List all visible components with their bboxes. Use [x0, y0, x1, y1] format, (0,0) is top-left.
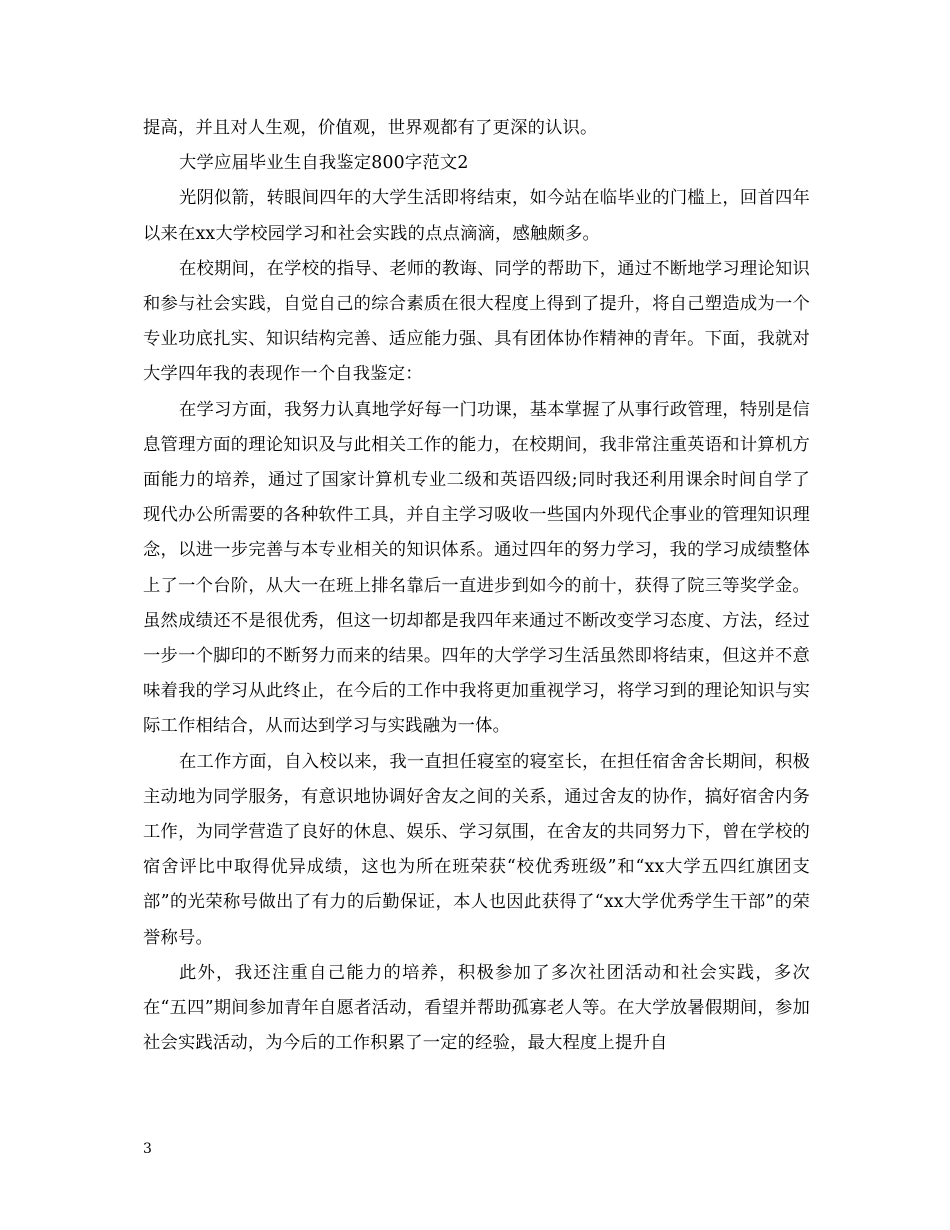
- paragraph-activities: 此外，我还注重自己能力的培养，积极参加了多次社团活动和社会实践，多次在“五四”期间参加青年自愿者活动，看望并帮助孤寡老人等。在大学放暑假期间，参加社会实践活动，为今后的工作积累了一定的经验，最大程度上提升自: [143, 962, 810, 1054]
- paragraph-intro: 光阴似箭，转眼间四年的大学生活即将结束，如今站在临毕业的门槛上，回首四年以来在xx大学校园学习和社会实践的点点滴滴，感触颇多。: [143, 188, 810, 244]
- section-heading: 大学应届毕业生自我鉴定800字范文2: [179, 153, 469, 174]
- document-body: [143, 111, 810, 1061]
- paragraph-work: 在工作方面，自入校以来，我一直担任寝室的寝室长，在担任宿舍舍长期间，积极主动地为同学服务，有意识地协调好舍友之间的关系，通过舍友的协作，搞好宿舍内务工作，为同学营造了良好的休息、娱乐、学习氛围，在舍友的共同努力下，曾在学校的宿舍评比中取得优异成绩，这也为所在班荣获“校优秀班级”和“xx大学五四红旗团支部”的光荣称号做出了有力的后勤保证，本人也因此获得了“xx大学优秀学生干部”的荣誉称号。: [143, 751, 810, 948]
- page-number: 3: [143, 1141, 152, 1157]
- paragraph-study: 在学习方面，我努力认真地学好每一门功课，基本掌握了从事行政管理，特别是信息管理方面的理论知识及与此相关工作的能力，在校期间，我非常注重英语和计算机方面能力的培养，通过了国家计算机专业二级和英语四级;同时我还利用课余时间自学了现代办公所需要的各种软件工具，并自主学习吸收一些国内外现代企事业的管理知识理念，以进一步完善与本专业相关的知识体系。通过四年的努力学习，我的学习成绩整体上了一个台阶，从大一在班上排名靠后一直进步到如今的前十，获得了院三等奖学金。虽然成绩还不是很优秀，但这一切却都是我四年来通过不断改变学习态度、方法，经过一步一个脚印的不断努力而来的结果。四年的大学学习生活虽然即将结束，但这并不意味着我的学习从此终止，在今后的工作中我将更加重视学习，将学习到的理论知识与实际工作相结合，从而达到学习与实践融为一体。: [143, 399, 810, 737]
- paragraph-continuation: 提高，并且对人生观，价值观，世界观都有了更深的认识。: [143, 118, 598, 138]
- paragraph-campus-period: 在校期间，在学校的指导、老师的教诲、同学的帮助下，通过不断地学习理论知识和参与社会实践，自觉自己的综合素质在很大程度上得到了提升，将自己塑造成为一个专业功底扎实、知识结构完善、适应能力强、具有团体协作精神的青年。下面，我就对大学四年我的表现作一个自我鉴定：: [143, 258, 810, 385]
